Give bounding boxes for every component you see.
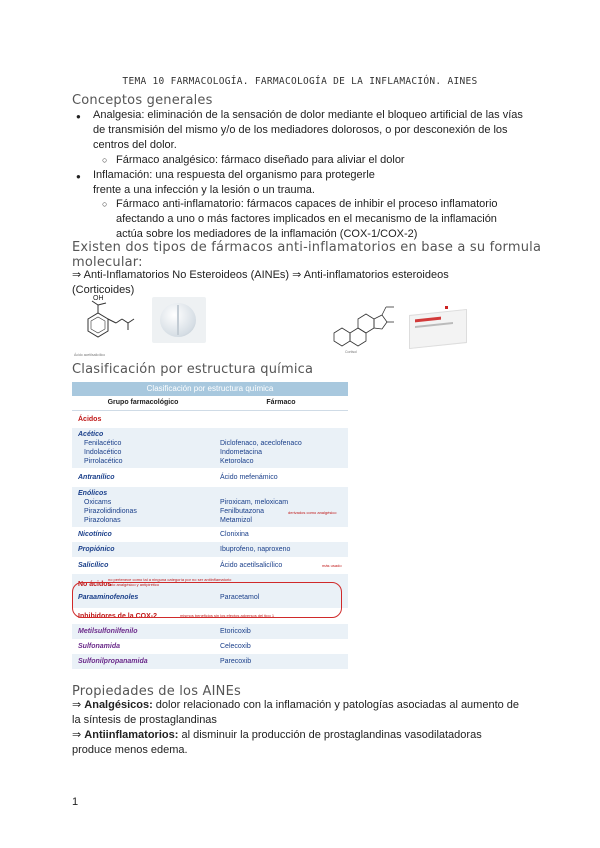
sub-bullet-antiinflamatorio xyxy=(116,197,498,242)
subgroup-pirazolidindionas: Pirazolidindionas xyxy=(84,508,137,515)
table-row xyxy=(72,527,348,542)
table-row xyxy=(72,428,348,468)
bullet-inflamacion-line1: ● Inflamación: una respuesta del organismo para protegerle xyxy=(93,169,375,181)
types-line1: ⇒ Anti-Inflamatorios No Esteroideos (AINEs) ⇒ Anti-inflamatorios esteroideos xyxy=(72,269,449,281)
classification-table xyxy=(72,382,348,669)
sub-bullet-analgesico: ○ Fármaco analgésico: fármaco diseñado para aliviar el dolor xyxy=(116,153,405,168)
bullet-analgesia-line3: centros del dolor. xyxy=(93,139,177,151)
drug-paracetamol: Paracetamol xyxy=(220,594,260,601)
table-row xyxy=(72,639,348,654)
drug-clonixina: Clonixina xyxy=(220,531,249,538)
drug-aas: Ácido acetilsalicílico xyxy=(220,562,283,569)
analgesicos-text-line2: la síntesis de prostaglandinas xyxy=(72,714,217,726)
page-number: 1 xyxy=(72,796,79,808)
group-metilsulfonilfenilo: Metilsulfonilfenilo xyxy=(78,628,138,635)
cortisol-caption: Cortisol xyxy=(345,350,357,354)
heading-tipos-line1: Existen dos tipos de fármacos anti-inflamatorios en base a su formula xyxy=(72,240,542,255)
analgesicos-text-line1: dolor relacionado con la inflamación y patologías asociadas al aumento de xyxy=(152,699,520,711)
group-propionico: Propiónico xyxy=(78,546,115,553)
sub-bullet-antiinflamatorio-line1: ○ Fármaco anti-inflamatorio: fármacos capaces de inhibir el proceso inflamatorio xyxy=(116,198,498,210)
group-enolicos: Enólicos xyxy=(78,490,108,497)
heading-clasificacion: Clasificación por estructura química xyxy=(72,362,314,377)
subgroup-pirazolonas: Pirazolonas xyxy=(84,517,121,524)
subgroup-fenilacetico: Fenilacético xyxy=(84,440,122,447)
drug-indometacina: Indometacina xyxy=(220,449,263,456)
drug-etoricoxib: Etoricoxib xyxy=(220,628,251,635)
types-text xyxy=(72,268,449,298)
table-row xyxy=(72,654,348,669)
sub-bullet-antiinflamatorio-line2: afectando a uno o más factores implicados en el mecanismo de la inflamación xyxy=(116,213,497,225)
aspirin-structure-image xyxy=(74,297,144,355)
drug-parecoxib: Parecoxib xyxy=(220,658,252,665)
document-title: TEMA 10 FARMACOLOGÍA. FARMACOLOGÍA DE LA INFLAMACIÓN. AINES xyxy=(122,76,478,87)
table-row xyxy=(72,542,348,557)
group-salicilico: Salicílico xyxy=(78,562,109,569)
table-header-row xyxy=(72,396,348,411)
drug-celecoxib: Celecoxib xyxy=(220,643,251,650)
no-acidos-highlight-circle xyxy=(72,582,342,618)
drug-ketorolaco: Ketorolaco xyxy=(220,458,254,465)
group-sulfonilpropanamida: Sulfonilpropanamida xyxy=(78,658,148,665)
sub-bullet-antiinflamatorio-line3: actúa sobre los mediadores de la inflamación (COX-1/COX-2) xyxy=(116,228,418,240)
table-row xyxy=(72,557,348,574)
aspirin-caption: Ácido acetilsalicílico xyxy=(74,353,106,357)
subgroup-indolacetico: Indolacético xyxy=(84,449,122,456)
drug-piroxicam: Piroxicam, meloxicam xyxy=(220,499,289,506)
group-sulfonamida: Sulfonamida xyxy=(78,643,121,650)
subgroup-oxicams: Oxicams xyxy=(84,499,112,506)
group-cox2: Inhibidores de la COX-2 xyxy=(78,613,157,620)
property-analgesicos xyxy=(72,698,519,728)
drug-ibuprofeno: Ibuprofeno, naproxeno xyxy=(220,546,291,553)
drug-fenilbutazona: Fenilbutazona xyxy=(220,508,264,515)
table-row xyxy=(72,487,348,527)
group-acetico: Acético xyxy=(78,431,104,438)
antiinflamatorios-text-line2: produce menos edema. xyxy=(72,744,188,756)
note-cox2: mismos beneficios sin los efectos adversos del tipo 1 xyxy=(180,613,275,618)
group-acidos: Ácidos xyxy=(78,416,102,423)
table-row xyxy=(72,624,348,639)
drug-metamizol: Metamizol xyxy=(220,517,252,524)
property-antiinflamatorios xyxy=(72,728,482,758)
bullet-inflamacion-line2: frente a una infección y la lesión o un trauma. xyxy=(93,184,315,196)
subgroup-pirrolacetico: Pirrolacético xyxy=(84,458,123,465)
heading-tipos xyxy=(72,240,541,270)
bullet-analgesia xyxy=(93,108,523,153)
bullet-inflamacion xyxy=(93,168,375,198)
col-header-drug: Fármaco xyxy=(266,399,296,406)
col-header-group: Grupo farmacológico xyxy=(107,399,179,406)
group-antranilico: Antranílico xyxy=(78,474,115,481)
antiinflamatorios-text-line1: al disminuir la producción de prostaglandinas vasodilatadoras xyxy=(178,729,482,741)
bullet-analgesia-line1: ● Analgesia: eliminación de la sensación de dolor mediante el bloqueo artificial de las vías xyxy=(93,109,523,121)
table-row xyxy=(72,468,348,487)
heading-propiedades: Propiedades de los AINEs xyxy=(72,684,241,699)
drug-diclofenaco: Diclofenaco, aceclofenaco xyxy=(220,440,302,447)
aspirin-oh-label: OH xyxy=(93,295,104,302)
antiinflamatorios-label: Antiinflamatorios: xyxy=(84,729,179,741)
note-no-acidos-line2: solo analgésico y antipirético xyxy=(108,582,160,587)
corticoid-box-photo xyxy=(407,304,469,348)
group-nicotinico: Nicotínico xyxy=(78,531,112,538)
heading-tipos-line2: molecular: xyxy=(72,255,143,270)
group-no-acidos: No ácidos xyxy=(78,581,112,588)
types-line2: (Corticoides) xyxy=(72,284,135,296)
drug-acido-mefenamico: Ácido mefenámico xyxy=(220,474,278,481)
note-salicilico: más usado xyxy=(322,563,342,568)
aspirin-tablet-photo xyxy=(152,297,206,343)
note-metamizol: derivados como analgésico xyxy=(288,510,337,515)
group-paraaminofenoles: Paraaminofenoles xyxy=(78,594,139,601)
note-no-acidos-line1: no pertenece como tal a ninguna categoría por no ser antiinflamatorio xyxy=(108,577,232,582)
arrow-icon: ⇒ xyxy=(72,699,82,711)
table-title: Clasificación por estructura química xyxy=(72,382,348,396)
table-row xyxy=(72,411,348,428)
cortisol-structure-image xyxy=(330,303,400,353)
analgesicos-label: Analgésicos: xyxy=(84,699,153,711)
arrow-icon: ⇒ xyxy=(72,729,82,741)
bullet-analgesia-line2: de transmisión del mismo y/o de los mediadores dolorosos, o por desconexión de los xyxy=(93,124,508,136)
heading-conceptos: Conceptos generales xyxy=(72,93,213,108)
